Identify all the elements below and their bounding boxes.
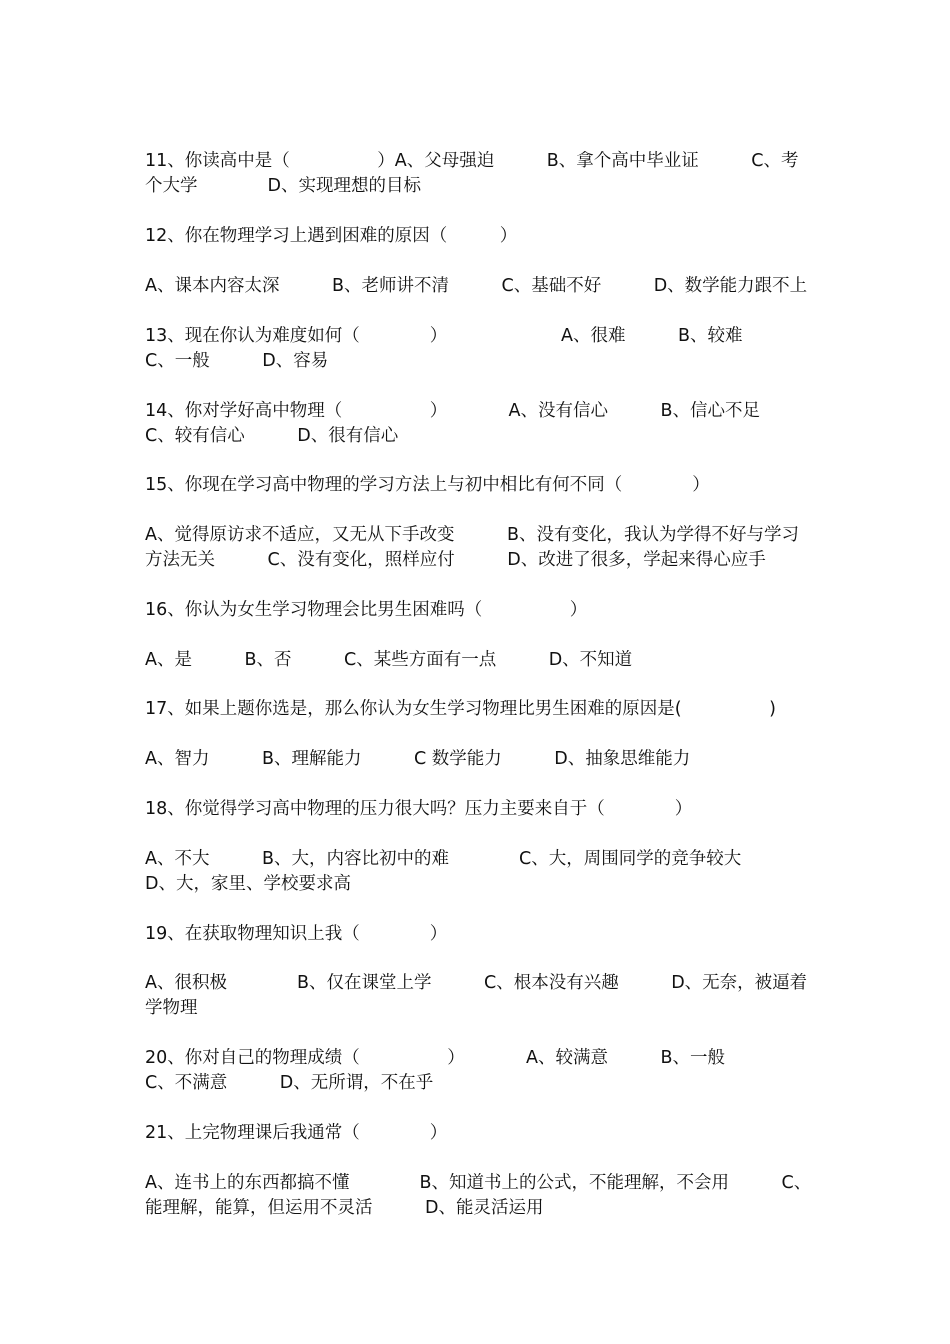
question-16-options: A、是 B、否 C、某些方面有一点 D、不知道 xyxy=(145,650,633,670)
question-18: 18、你觉得学习高中物理的压力很大吗？压力主要来自于（ ） xyxy=(145,799,693,819)
question-12: 12、你在物理学习上遇到困难的原因（ ） xyxy=(145,226,518,246)
question-18-options: A、不大 B、大，内容比初中的难 C、大，周围同学的竞争较大 D、大，家里、学校要求高 xyxy=(145,849,794,894)
question-16: 16、你认为女生学习物理会比男生困难吗（ ） xyxy=(145,600,588,620)
question-13: 13、现在你认为难度如何（ ） A、很难 B、较难 C、一般 D、容易 xyxy=(145,326,795,371)
question-17-options: A、智力 B、理解能力 C 数学能力 D、抽象思维能力 xyxy=(145,749,691,769)
question-21: 21、上完物理课后我通常（ ） xyxy=(145,1123,448,1143)
question-21-options: A、连书上的东西都搞不懂 B、知道书上的公式，不能理解，不会用 C、能理解，能算，但运用不灵活 D、能灵活运用 xyxy=(145,1173,812,1218)
question-17: 17、如果上题你选是，那么你认为女生学习物理比男生困难的原因是( ) xyxy=(145,699,776,719)
question-19-options: A、很积极 B、仅在课堂上学 C、根本没有兴趣 D、无奈，被逼着学物理 xyxy=(145,973,808,1018)
question-15: 15、你现在学习高中物理的学习方法上与初中相比有何不同（ ） xyxy=(145,475,710,495)
question-20: 20、你对自己的物理成绩（ ） A、较满意 B、一般 C、不满意 D、无所谓，不在乎 xyxy=(145,1048,795,1093)
question-19: 19、在获取物理知识上我（ ） xyxy=(145,924,448,944)
question-15-options: A、觉得原访求不适应，又无从下手改变 B、没有变化，我认为学得不好与学习方法无关 C、没有变化，照样应付 D、改进了很多，学起来得心应手 xyxy=(145,525,799,570)
question-12-options: A、课本内容太深 B、老师讲不清 C、基础不好 D、数学能力跟不上 xyxy=(145,276,808,296)
question-14: 14、你对学好高中物理（ ） A、没有信心 B、信心不足 C、较有信心 D、很有信心 xyxy=(145,401,865,446)
question-11: 11、你读高中是（ ）A、父母强迫 B、拿个高中毕业证 C、考个大学 D、实现理想的目标 xyxy=(145,151,799,196)
